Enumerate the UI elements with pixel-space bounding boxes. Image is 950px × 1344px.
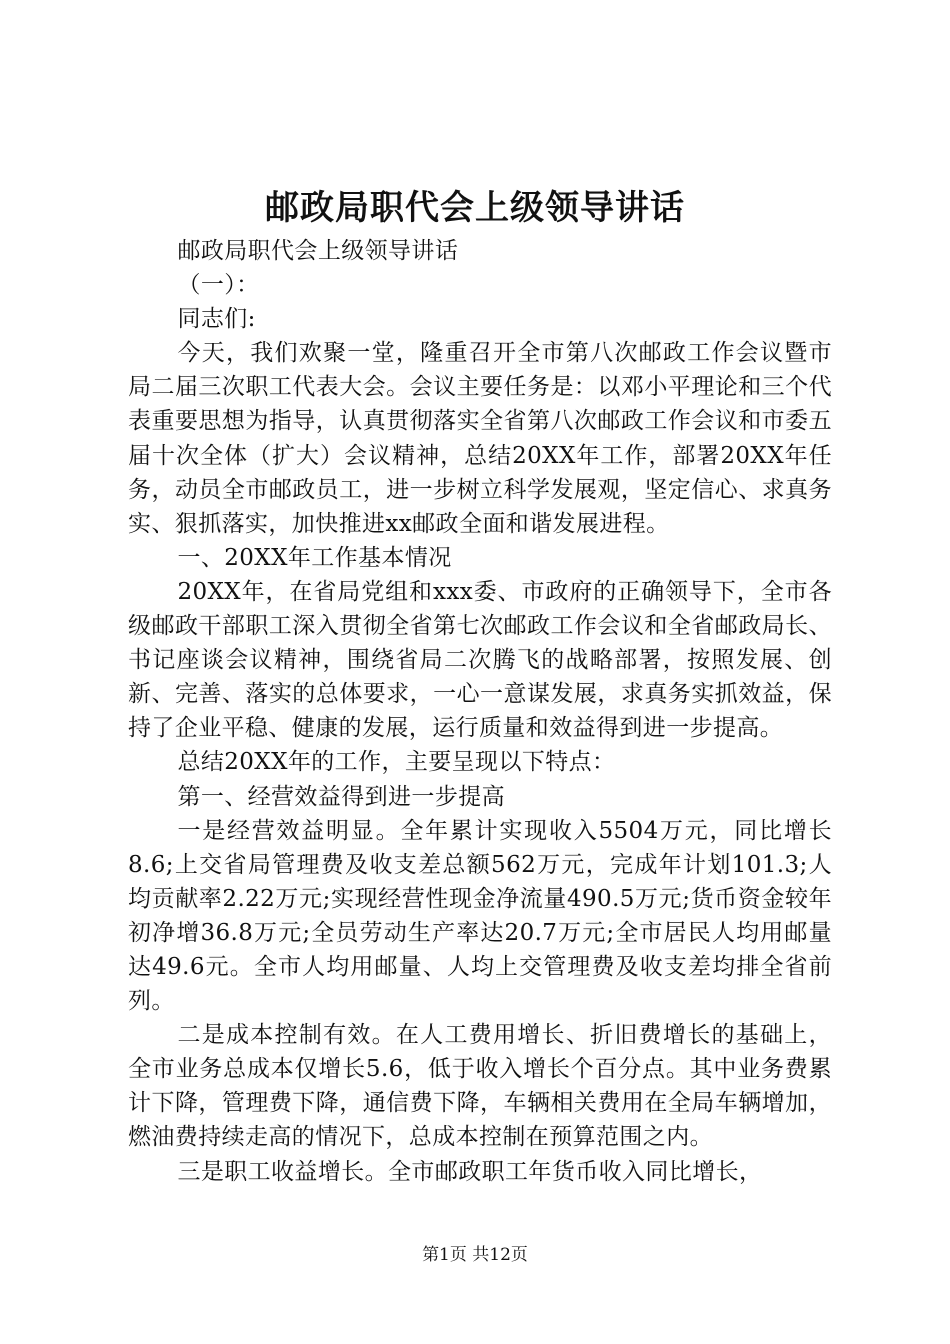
paragraph-heading-1: 一、20XX年工作基本情况 — [177, 544, 452, 571]
paragraph-subheading-1: 第一、经营效益得到进一步提高 — [177, 783, 506, 810]
paragraph-point-1: 一是经营效益明显。全年累计实现收入5504万元，同比增长8.6;上交省局管理费及收支差总额562万元，完成年计划101.3;人均贡献率2.22万元;实现经营性现金净流量490.5万元;货币资金较年初净增36.8万元;全员劳动生产率达20.7万元;全市居民人均用邮量达49.6元。全市人均用邮量、人均上交管理费及收支差均排全省前列。 — [128, 817, 832, 1015]
paragraph-salutation: 同志们: — [177, 306, 256, 333]
paragraph-point-3: 三是职工收益增长。全市邮政职工年货币收入同比增长， — [177, 1158, 763, 1185]
page-number-footer: 第1页 共12页 — [422, 1245, 528, 1265]
document-title: 邮政局职代会上级领导讲话 — [265, 188, 685, 228]
paragraph-section-marker: （一）： — [177, 272, 260, 299]
document-body — [128, 234, 832, 1189]
paragraph-point-2: 二是成本控制有效。在人工费用增长、折旧费增长的基础上，全市业务总成本仅增长5.6，低于收入增长个百分点。其中业务费累计下降，管理费下降，通信费下降，车辆相关费用在全局车辆增加，燃油费持续走高的情况下，总成本控制在预算范围之内。 — [128, 1022, 832, 1151]
paragraph-opening: 今天，我们欢聚一堂，隆重召开全市第八次邮政工作会议暨市局二届三次职工代表大会。会议主要任务是：以邓小平理论和三个代表重要思想为指导，认真贯彻落实全省第八次邮政工作会议和市委五届十次全体（扩大）会议精神，总结20XX年工作，部署20XX年任务，动员全市邮政员工，进一步树立科学发展观，坚定信心、求真务实、狠抓落实，加快推进xx邮政全面和谐发展进程。 — [128, 340, 832, 537]
paragraph-overview: 20XX年，在省局党组和xxx委、市政府的正确领导下，全市各级邮政干部职工深入贯彻全省第七次邮政工作会议和全省邮政局长、书记座谈会议精神，围绕省局二次腾飞的战略部署，按照发展、创新、完善、落实的总体要求，一心一意谋发展，求真务实抓效益，保持了企业平稳、健康的发展，运行质量和效益得到进一步提高。 — [128, 578, 832, 742]
paragraph-subtitle: 邮政局职代会上级领导讲话 — [177, 238, 459, 264]
paragraph-summary-intro: 总结20XX年的工作，主要呈现以下特点： — [177, 749, 616, 776]
